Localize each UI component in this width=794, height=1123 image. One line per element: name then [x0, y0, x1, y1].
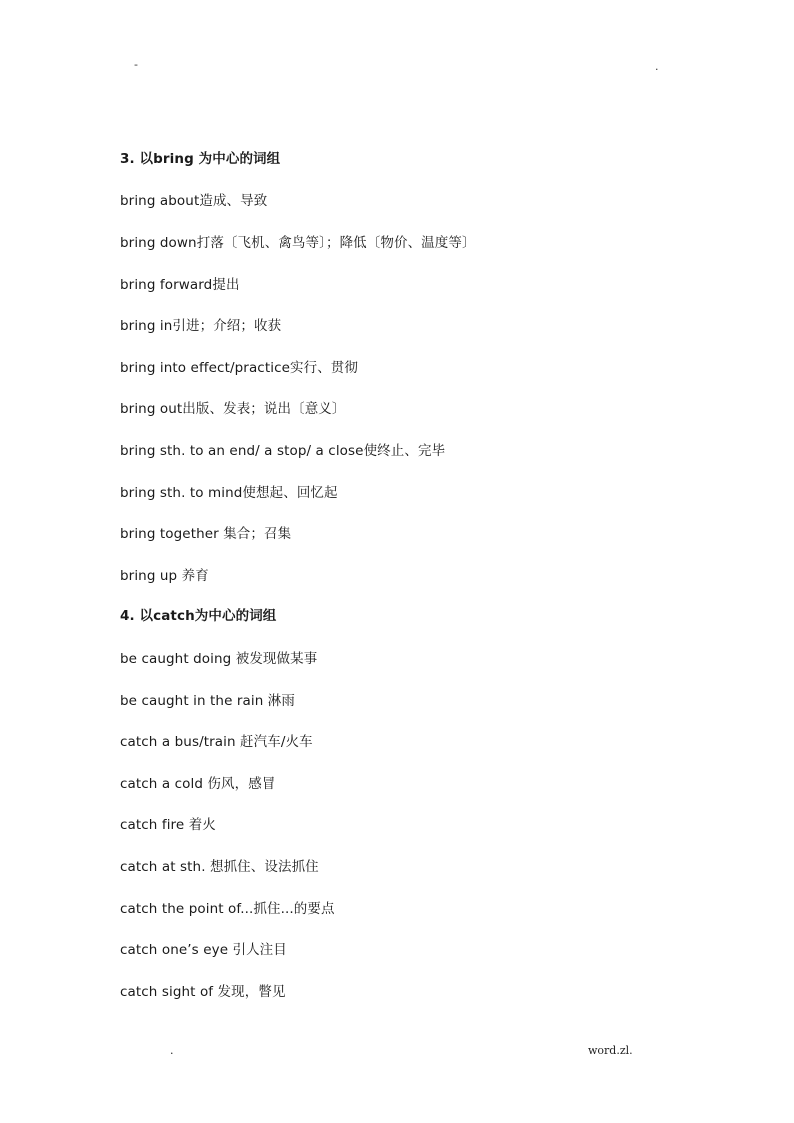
list-item: bring in引进；介绍；收获 — [120, 318, 282, 334]
list-item: catch a cold 伤风，感冒 — [120, 776, 276, 792]
list-item: bring forward提出 — [120, 277, 240, 293]
list-item: catch sight of 发现，瞥见 — [120, 984, 286, 1000]
list-item: be caught in the rain 淋雨 — [120, 693, 295, 709]
section-heading-catch: 4. 以catch为中心的词组 — [120, 608, 277, 624]
list-item: bring sth. to an end/ a stop/ a close使终止、完毕 — [120, 443, 446, 459]
list-item: bring about造成、导致 — [120, 193, 268, 209]
list-item: bring together 集合；召集 — [120, 526, 292, 542]
list-item: bring sth. to mind使想起、回忆起 — [120, 485, 338, 501]
list-item: catch the point of...抓住...的要点 — [120, 901, 335, 917]
list-item: catch fire 着火 — [120, 817, 216, 833]
list-item: bring into effect/practice实行、贯彻 — [120, 360, 359, 376]
section-heading-bring: 3. 以bring 为中心的词组 — [120, 151, 281, 167]
header-right-mark: . — [655, 60, 659, 73]
list-item: bring out出版、发表；说出〔意义〕 — [120, 401, 346, 417]
list-item: catch a bus/train 赶汽车/火车 — [120, 734, 313, 750]
header-left-mark: - — [134, 58, 138, 71]
list-item: catch at sth. 想抓住、设法抓住 — [120, 859, 319, 875]
footer-source-text: word.zl. — [588, 1044, 633, 1057]
list-item: catch one’s eye 引人注目 — [120, 942, 287, 958]
footer-left-mark: . — [170, 1044, 174, 1057]
list-item: bring down打落〔飞机、禽鸟等〕；降低〔物价、温度等〕 — [120, 235, 476, 251]
list-item: bring up 养育 — [120, 568, 209, 584]
list-item: be caught doing 被发现做某事 — [120, 651, 318, 667]
